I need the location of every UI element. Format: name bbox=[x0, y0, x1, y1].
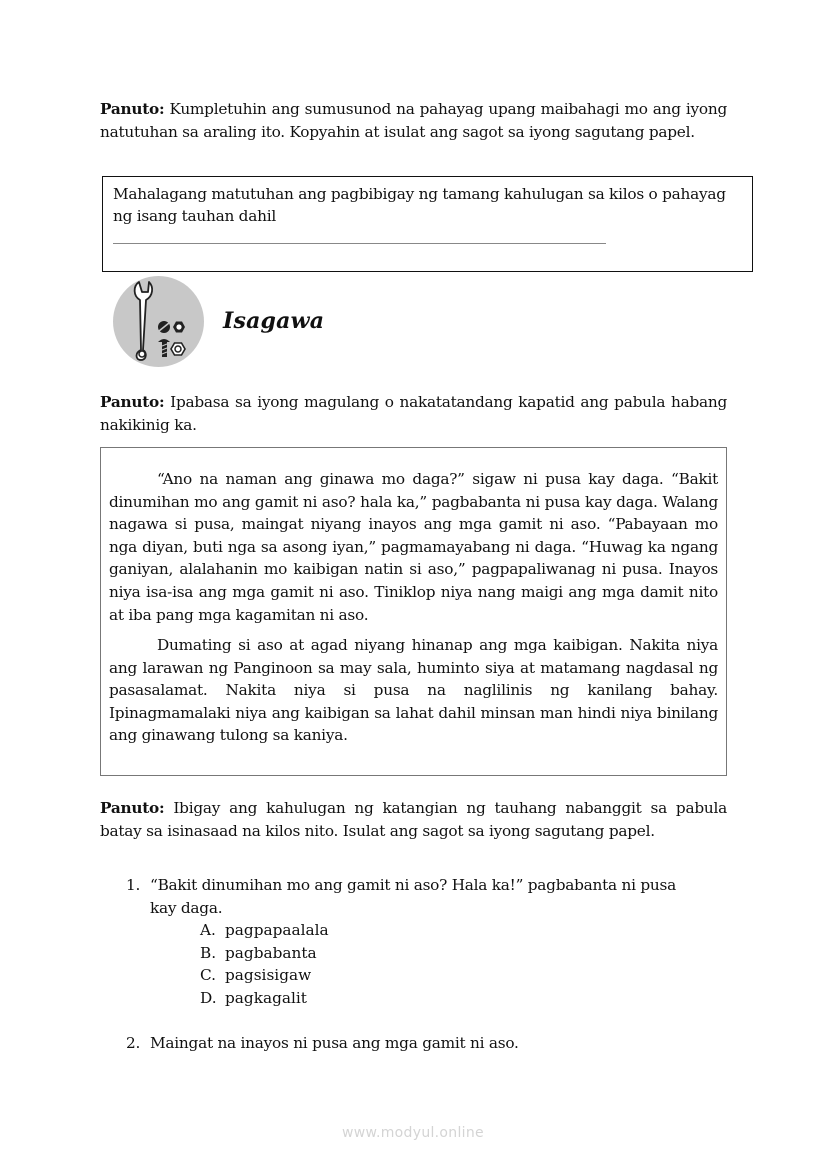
question-text: “Bakit dinumihan mo ang gamit ni aso? Hala ka!” pagbabanta ni pusa kay daga. bbox=[150, 876, 676, 917]
instruction-label: Panuto: bbox=[100, 100, 165, 118]
answer-blank-line bbox=[113, 243, 606, 244]
option-text: pagpapaalala bbox=[225, 921, 329, 939]
question-text: Maingat na inayos ni pusa ang mga gamit ni aso. bbox=[150, 1034, 519, 1052]
instruction-reading bbox=[100, 391, 727, 436]
story-box bbox=[100, 447, 727, 776]
completion-prompt: Mahalagang matutuhan ang pagbibigay ng tamang kahulugan sa kilos o pahayag ng isang tauhan dahil bbox=[113, 185, 726, 226]
option-d bbox=[200, 987, 307, 1010]
question-number: 1. bbox=[126, 876, 141, 894]
option-c bbox=[200, 964, 311, 987]
completion-box bbox=[102, 176, 753, 272]
wrench-bolts-icon bbox=[113, 276, 204, 367]
section-title-isagawa: Isagawa bbox=[223, 308, 325, 334]
instruction-text: Kumpletuhin ang sumusunod na pahayag upang maibahagi mo ang iyong natutuhan sa araling ito. Kopyahin at isulat ang sagot sa iyong sagutang papel. bbox=[100, 100, 727, 141]
option-text: pagbabanta bbox=[225, 944, 317, 962]
option-letter: D. bbox=[200, 989, 217, 1007]
option-text: pagkagalit bbox=[225, 989, 307, 1007]
instruction-text: Ipabasa sa iyong magulang o nakatatandang kapatid ang pabula habang nakikinig ka. bbox=[100, 393, 727, 434]
instruction-label: Panuto: bbox=[100, 393, 165, 411]
story-paragraph-2: Dumating si aso at agad niyang hinanap ang mga kaibigan. Nakita niya ang larawan ng Panginoon sa may sala, huminto siya at matamang nagdasal ng pasasalamat. Nakita niya si pusa na naglilinis ng kanilang bahay. Ipinagmamalaki niya ang kaibigan sa lahat dahil minsan man hindi niya binilang ang ginawang tulong sa kaniya. bbox=[109, 636, 718, 745]
option-letter: C. bbox=[200, 966, 217, 984]
question-1 bbox=[126, 874, 728, 920]
option-text: pagsisigaw bbox=[225, 966, 312, 984]
option-letter: A. bbox=[200, 921, 216, 939]
instruction-completion bbox=[100, 98, 727, 143]
instruction-questions bbox=[100, 797, 727, 842]
option-letter: B. bbox=[200, 944, 217, 962]
watermark: www.modyul.online bbox=[342, 1125, 484, 1141]
instruction-text: Ibigay ang kahulugan ng katangian ng tauhang nabanggit sa pabula batay sa isinasaad na kilos nito. Isulat ang sagot sa iyong sagutang papel. bbox=[100, 799, 727, 840]
option-b bbox=[200, 942, 317, 965]
question-2 bbox=[126, 1032, 728, 1056]
instruction-label: Panuto: bbox=[100, 799, 165, 817]
story-paragraph-1: “Ano na naman ang ginawa mo daga?” sigaw ni pusa kay daga. “Bakit dinumihan mo ang gamit ni aso? hala ka,” pagbabanta ni pusa kay daga. Walang nagawa si pusa, maingat niyang inayos ang mga gamit ni aso. “Pabayaan mo nga diyan, buti nga sa asong iyan,” pagmamayabang ni daga. “Huwag ka ngang ganiyan, alalahanin mo kaibigan natin si aso,” pagpapaliwanag ni pusa. Inayos niya isa-isa ang mga gamit ni aso. Tiniklop niya nang maigi ang mga damit nito at iba pang mga kagamitan ni aso. bbox=[109, 470, 718, 624]
option-a bbox=[200, 919, 329, 942]
question-number: 2. bbox=[126, 1034, 141, 1052]
